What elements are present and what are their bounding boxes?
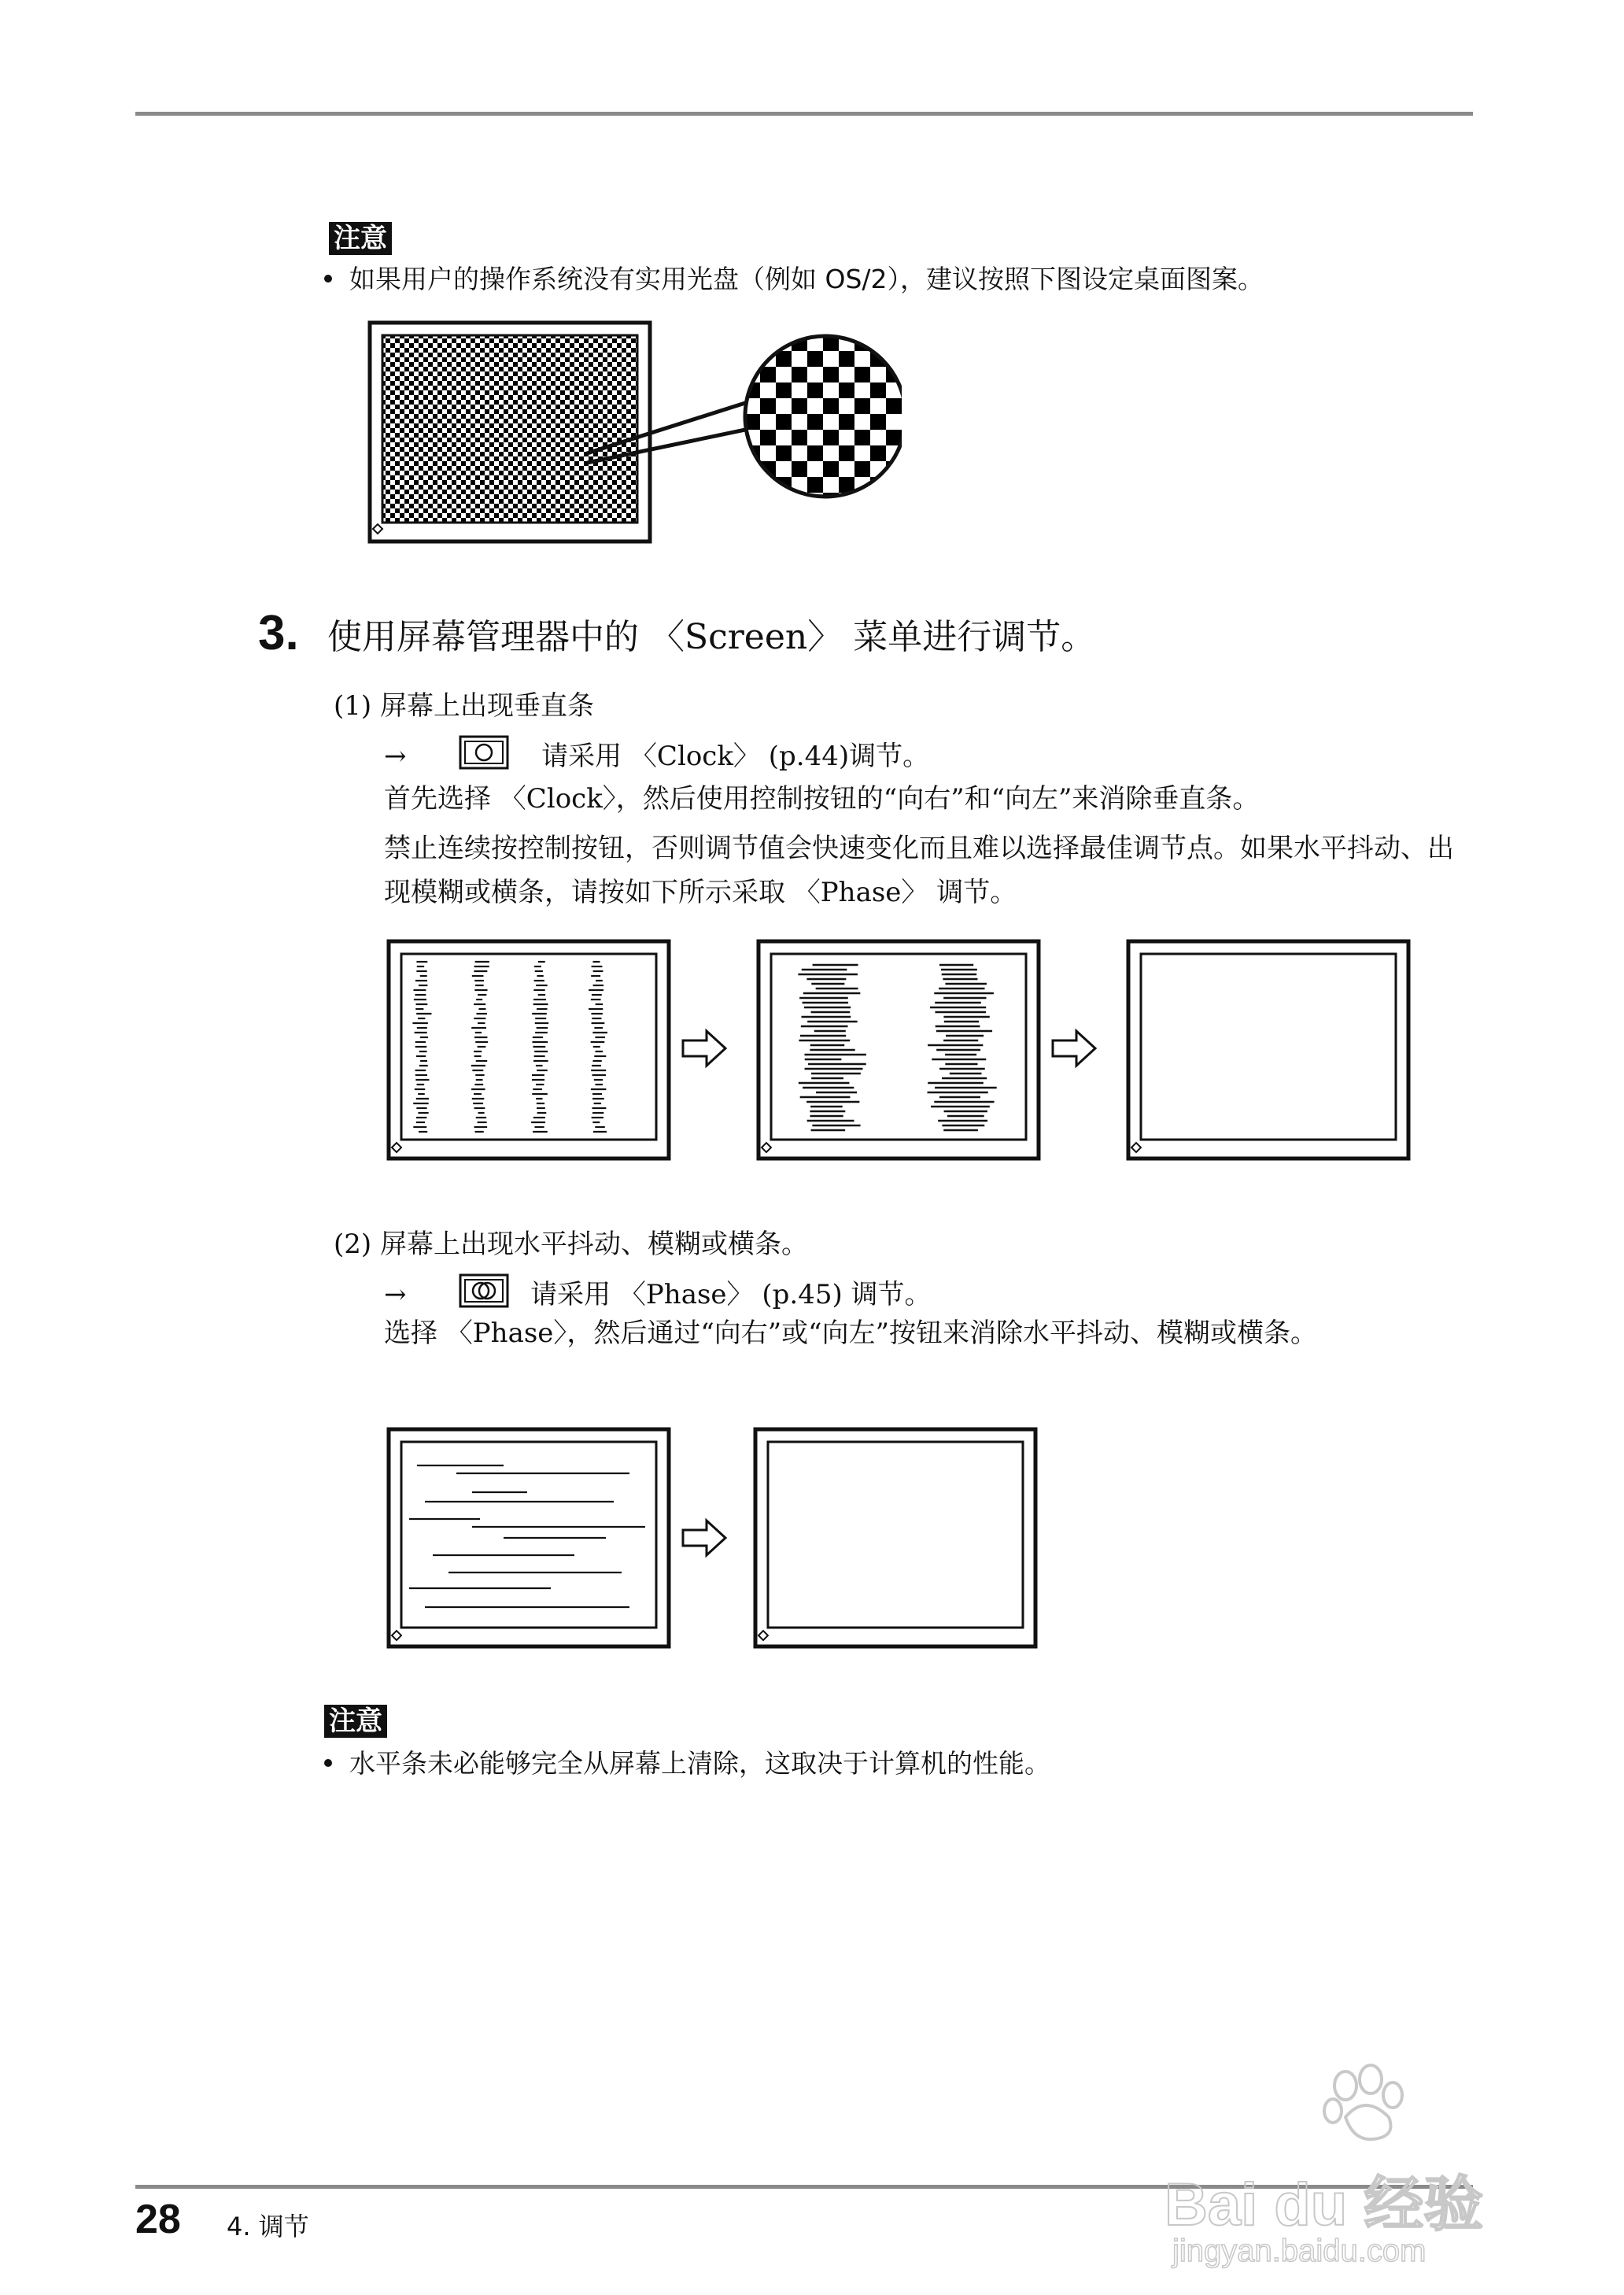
sub1-instruction: 请采用 〈Clock〉 (p.44)调节。 — [541, 741, 930, 772]
arrow-icon: → — [384, 741, 407, 772]
note-bullet — [324, 263, 1264, 296]
clock-icon — [459, 735, 509, 781]
sub1-line1: 首先选择 〈Clock〉，然后使用控制按钮的“向右”和“向左”来消除垂直条。 — [384, 783, 1260, 815]
footer-section: 4. 调节 — [227, 2212, 309, 2241]
header-rule — [135, 112, 1473, 116]
bullet-icon — [324, 275, 332, 283]
note-tag: 注意 — [329, 222, 392, 255]
page-number: 28 — [135, 2197, 181, 2242]
note-text: 水平条未必能够完全从屏幕上清除，这取决于计算机的性能。 — [349, 1748, 1050, 1779]
sub1-paragraph: 禁止连续按控制按钮，否则调节值会快速变化而且难以选择最佳调节点。如果水平抖动、出现模糊或横条，请按如下所示采取 〈Phase〉 调节。 — [384, 833, 1454, 908]
step-number: 3. — [258, 606, 299, 660]
note-tag: 注意 — [324, 1705, 387, 1738]
monitor-vertical-bars — [389, 941, 669, 1159]
arrow-icon: → — [384, 1279, 407, 1310]
sub1-heading: (1) 屏幕上出现垂直条 — [334, 690, 594, 722]
step-title: 使用屏幕管理器中的 〈Screen〉 菜单进行调节。 — [327, 617, 1096, 657]
watermark-brand: Bai du 经验 — [1164, 2171, 1484, 2238]
sub2-instruction: 请采用 〈Phase〉 (p.45) 调节。 — [530, 1279, 932, 1310]
paw-icon — [1322, 2062, 1408, 2149]
clock-adjust-figure — [386, 938, 1416, 1166]
sub2-paragraph: 选择 〈Phase〉，然后通过“向右”或“向左”按钮来消除水平抖动、模糊或横条。 — [384, 1318, 1317, 1349]
note-bullet — [324, 1747, 1050, 1780]
baidu-watermark — [1164, 2062, 1574, 2282]
bullet-icon — [324, 1759, 332, 1767]
note-text: 如果用户的操作系统没有实用光盘（例如 OS/2），建议按照下图设定桌面图案。 — [349, 264, 1264, 294]
watermark-url: jingyan.baidu.com — [1172, 2234, 1427, 2268]
sub2-heading: (2) 屏幕上出现水平抖动、模糊或横条。 — [334, 1229, 808, 1260]
phase-adjust-figure — [386, 1426, 1046, 1654]
checker-pattern-figure — [367, 320, 902, 548]
sub1-instruction-line — [384, 735, 929, 781]
